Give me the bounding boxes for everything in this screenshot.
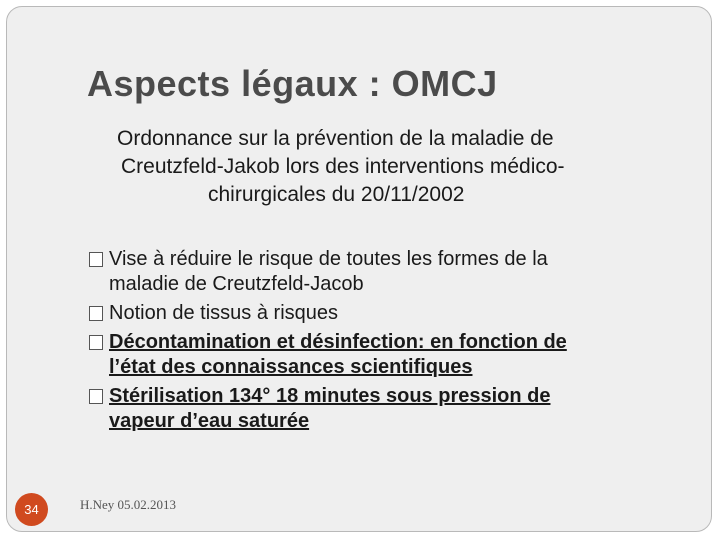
footer-text: H.Ney 05.02.2013 [80,497,177,512]
bullet-item [87,247,677,297]
slide-frame [6,6,712,532]
subtitle-line: Ordonnance sur la prévention de la maladie de [117,127,554,150]
slide-subtitle [111,125,691,209]
bullet-item [87,301,677,326]
bullet-box-icon [89,306,103,321]
subtitle-line: Creutzfeld-Jakob lors des interventions médico- [121,155,565,178]
bullet-text: Vise à réduire le risque de toutes les formes de la maladie de Creutzfeld-Jacob [109,248,548,295]
bullet-box-icon [89,252,103,267]
bullet-text: Notion de tissus à risques [109,302,339,324]
slide-title: Aspects légaux : OMCJ [87,63,498,104]
bullet-box-icon [89,389,103,404]
bullet-item [87,330,677,380]
bullet-text: Décontamination et désinfection: en fonction de l’état des connaissances scientifiques [109,331,567,378]
bullet-text: Stérilisation 134° 18 minutes sous pression de vapeur d’eau saturée [109,385,551,432]
bullet-list [87,247,677,438]
subtitle-line: chirurgicales du 20/11/2002 [208,183,465,206]
bullet-item [87,384,677,434]
slide-number-badge: 34 [15,493,48,526]
bullet-box-icon [89,335,103,350]
